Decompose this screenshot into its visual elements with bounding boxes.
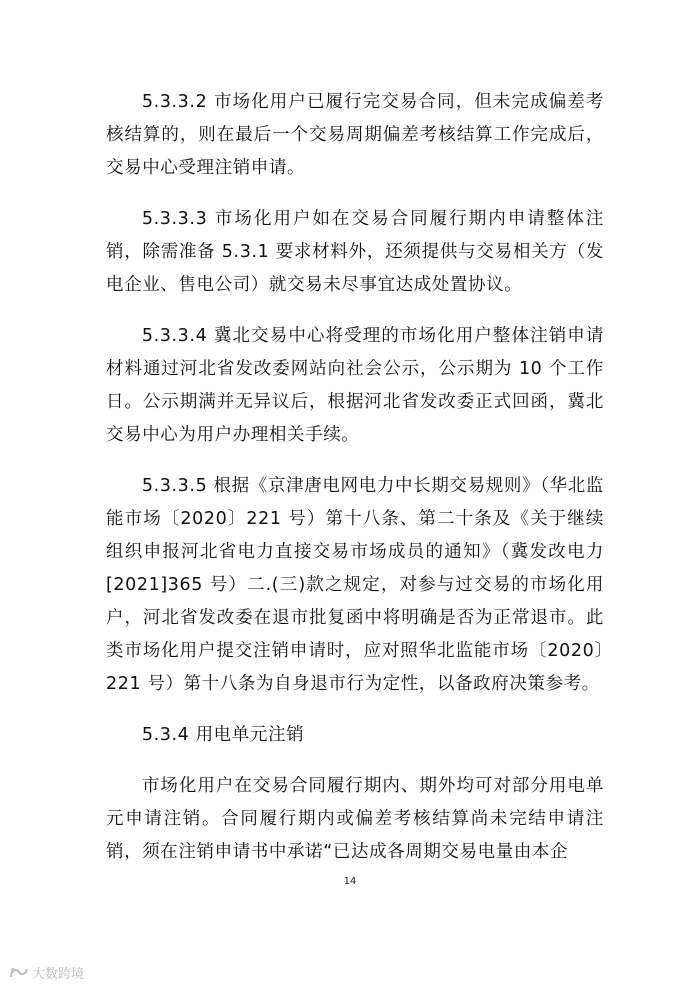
paragraph-5-3-3-5: 5.3.3.5 根据《京津唐电网电力中长期交易规则》（华北监能市场〔2020〕221 号）第十八条、第二十条及《关于继续组织申报河北省电力直接交易市场成员的通知》（冀发改电力[2021]365 号）二.(三)款之规定，对参与过交易的市场化用户，河北省发改委在退市批复函中将明确是否为正常退市。此类市场化用户提交注销申请时，应对照华北监能市场〔2020〕221 号）第十八条为自身退市行为定性，以备政府决策参考。: [106, 476, 604, 694]
paragraph-5-3-3-2: 5.3.3.2 市场化用户已履行完交易合同，但未完成偏差考核结算的，则在最后一个交易周期偏差考核结算工作完成后，交易中心受理注销申请。: [106, 92, 604, 178]
page-number: 14: [343, 876, 357, 887]
section-heading-5-3-4: 5.3.4 用电单元注销: [141, 725, 305, 745]
watermark: [8, 963, 84, 982]
body-text: [106, 86, 604, 887]
logo-mark-icon: [8, 965, 30, 981]
paragraph-5-3-3-4: 5.3.3.4 冀北交易中心将受理的市场化用户整体注销申请材料通过河北省发改委网站向社会公示，公示期为 10 个工作日。公示期满并无异议后，根据河北省发改委正式回函，冀北交易中心为用户办理相关手续。: [106, 326, 604, 445]
paragraph-5-3-3-3: 5.3.3.3 市场化用户如在交易合同履行期内申请整体注销，除需准备 5.3.1 要求材料外，还须提供与交易相关方（发电企业、售电公司）就交易未尽事宜达成处置协议。: [106, 209, 604, 295]
watermark-text: 大数跨境: [32, 967, 85, 982]
paragraph-unit-cancellation: 市场化用户在交易合同履行期内、期外均可对部分用电单元申请注销。合同履行期内或偏差考核结算尚未完结申请注销，须在注销申请书中承诺“已达成各周期交易电量由本企: [106, 776, 604, 862]
